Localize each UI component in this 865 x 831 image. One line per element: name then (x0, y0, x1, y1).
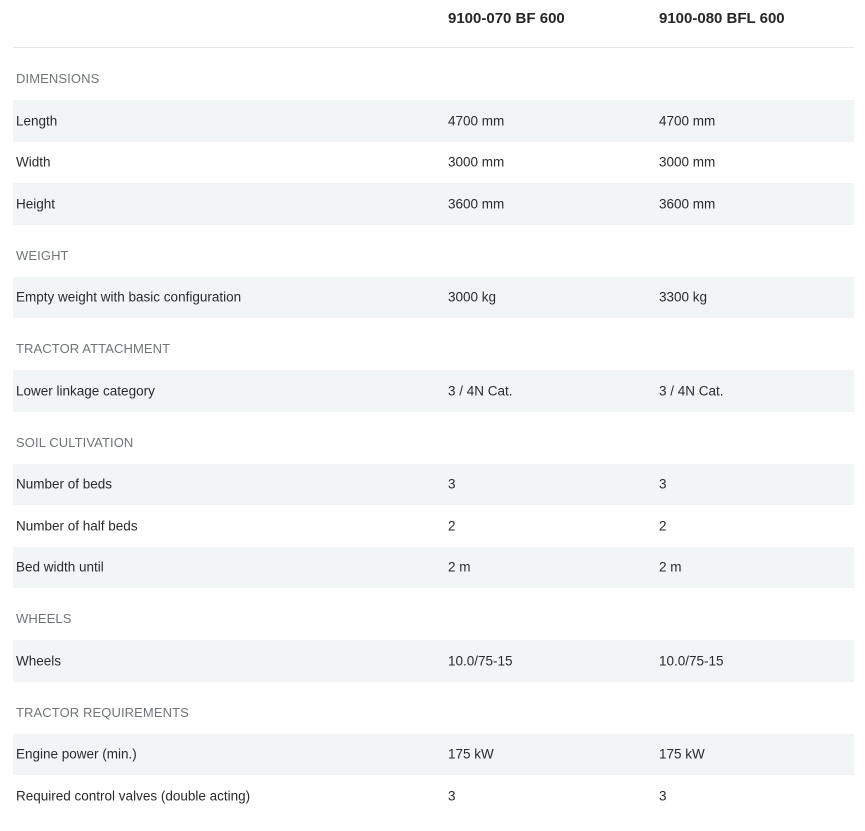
row-value-model-a: 3 / 4N Cat. (448, 383, 513, 399)
section-title-tractor-attachment (13, 318, 854, 370)
row-value-model-b: 4700 mm (659, 113, 716, 129)
row-label: Lower linkage category (16, 383, 155, 399)
section-title-weight (13, 225, 854, 277)
section-title-text: WHEELS (16, 611, 72, 626)
table-row (13, 183, 854, 225)
column-header-model-a: 9100-070 BF 600 (448, 10, 565, 27)
section-title-text: TRACTOR REQUIREMENTS (16, 704, 189, 720)
row-value-model-b: 3 (659, 788, 667, 804)
row-label: Length (16, 113, 58, 129)
section-title-text: SOIL CULTIVATION (16, 434, 134, 450)
row-value-model-b: 2 (659, 518, 667, 534)
table-row (13, 370, 854, 412)
row-value-model-a: 175 kW (448, 746, 494, 762)
table-header (13, 0, 854, 48)
table-row (13, 464, 854, 506)
table-row (13, 640, 854, 682)
row-value-model-a: 3000 kg (448, 289, 497, 305)
table-row (13, 142, 854, 184)
section-title-soil-cultivation (13, 412, 854, 464)
table-row (13, 775, 854, 817)
row-value-model-b: 3000 mm (659, 154, 716, 170)
row-value-model-a: 10.0/75-15 (448, 653, 513, 669)
table-row (13, 100, 854, 142)
row-label: Bed width until (16, 559, 104, 575)
row-value-model-a: 2 m (448, 559, 471, 575)
row-label: Width (16, 154, 51, 170)
row-value-model-a: 3 (448, 476, 456, 492)
row-label: Number of half beds (16, 518, 138, 534)
section-title-tractor-requirements (13, 682, 854, 734)
row-value-model-b: 3300 kg (659, 289, 708, 305)
table-row (13, 277, 854, 319)
row-value-model-a: 3000 mm (448, 154, 505, 170)
row-label: Required control valves (double acting) (16, 788, 251, 804)
row-value-model-a: 3 (448, 788, 456, 804)
row-value-model-b: 3 (659, 476, 667, 492)
row-label: Number of beds (16, 476, 113, 492)
row-value-model-b: 2 m (659, 559, 682, 575)
table-row (13, 547, 854, 589)
row-label: Height (16, 196, 56, 212)
spec-table (13, 0, 854, 817)
table-row (13, 734, 854, 776)
section-title-wheels (13, 588, 854, 640)
section-title-text: WEIGHT (16, 247, 69, 263)
section-title-dimensions (13, 48, 854, 100)
row-value-model-b: 10.0/75-15 (659, 653, 724, 669)
column-header-model-b: 9100-080 BFL 600 (659, 10, 785, 27)
row-value-model-b: 3600 mm (659, 196, 716, 212)
row-label: Empty weight with basic configuration (16, 289, 242, 305)
section-title-text: DIMENSIONS (16, 71, 100, 86)
row-label: Engine power (min.) (16, 746, 137, 762)
row-label: Wheels (16, 653, 62, 669)
row-value-model-a: 4700 mm (448, 113, 505, 129)
table-row (13, 505, 854, 547)
section-title-text: TRACTOR ATTACHMENT (16, 341, 171, 356)
row-value-model-a: 2 (448, 518, 456, 534)
row-value-model-a: 3600 mm (448, 196, 505, 212)
row-value-model-b: 175 kW (659, 746, 705, 762)
row-value-model-b: 3 / 4N Cat. (659, 383, 724, 399)
